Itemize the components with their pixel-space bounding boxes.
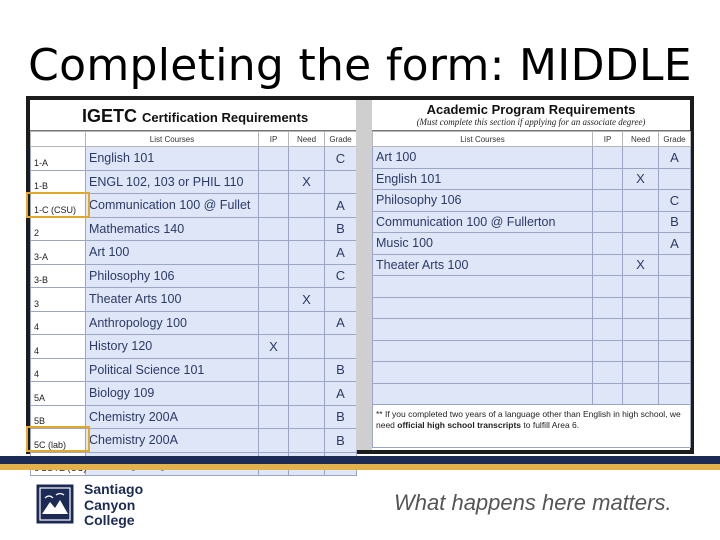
igetc-title [82, 106, 308, 127]
igetc-need [289, 194, 325, 218]
igetc-area-label: 2 [31, 217, 86, 241]
table-row [373, 190, 691, 212]
academic-note-row [373, 405, 691, 448]
igetc-grade: C [325, 264, 357, 288]
academic-ip [593, 319, 623, 341]
igetc-area-label: 4 [31, 335, 86, 359]
igetc-area-label: 3-B [31, 264, 86, 288]
igetc-grade: B [325, 405, 357, 429]
igetc-grade [325, 335, 357, 359]
footer-stripe-navy [0, 456, 720, 464]
igetc-ip [259, 429, 289, 453]
table-row [31, 147, 357, 171]
academic-grade: C [659, 190, 691, 212]
igetc-ip [259, 311, 289, 335]
note-text: ** If you completed two years of a language other than English in high school, we need [376, 409, 681, 430]
college-name-line2: Canyon [84, 496, 136, 513]
academic-need [623, 190, 659, 212]
academic-column-headers [373, 132, 691, 147]
igetc-ip [259, 241, 289, 265]
igetc-column-headers [31, 132, 357, 147]
table-row [31, 335, 357, 359]
academic-ip [593, 211, 623, 233]
igetc-grade [325, 288, 357, 312]
table-row [31, 405, 357, 429]
academic-ip [593, 340, 623, 362]
academic-ip [593, 233, 623, 255]
academic-header-need: Need [623, 132, 659, 147]
igetc-ip [259, 382, 289, 406]
academic-grade [659, 340, 691, 362]
igetc-area-label: 5B [31, 405, 86, 429]
academic-need [623, 233, 659, 255]
igetc-table [30, 131, 357, 476]
table-row [31, 288, 357, 312]
igetc-ip [259, 358, 289, 382]
college-name [84, 482, 143, 529]
igetc-need [289, 217, 325, 241]
note-text-end: to fulfill Area 6. [521, 420, 580, 430]
table-row [31, 264, 357, 288]
table-row [373, 211, 691, 233]
igetc-panel [30, 100, 356, 450]
academic-grade [659, 276, 691, 298]
igetc-grade: A [325, 382, 357, 406]
academic-grade [659, 254, 691, 276]
tagline: What happens here matters. [394, 490, 672, 515]
igetc-course: Philosophy 106 [86, 264, 259, 288]
igetc-area-label: 4 [31, 311, 86, 335]
igetc-header-area [31, 132, 86, 147]
igetc-area-label: 5A [31, 382, 86, 406]
academic-course [373, 383, 593, 405]
academic-need: X [623, 168, 659, 190]
igetc-grade: A [325, 241, 357, 265]
igetc-need [289, 429, 325, 453]
table-row [373, 147, 691, 169]
igetc-need: X [289, 288, 325, 312]
igetc-ip [259, 217, 289, 241]
igetc-need [289, 241, 325, 265]
note-bold-text: official high school transcripts [397, 420, 522, 430]
igetc-need [289, 335, 325, 359]
igetc-header-grade: Grade [325, 132, 357, 147]
academic-ip [593, 254, 623, 276]
academic-need [623, 147, 659, 169]
igetc-title-main: IGETC [82, 106, 138, 126]
academic-course: Theater Arts 100 [373, 254, 593, 276]
igetc-area-label: 3 [31, 288, 86, 312]
college-name-line3: College [84, 512, 135, 528]
igetc-course: ENGL 102, 103 or PHIL 110 [86, 170, 259, 194]
igetc-course: Art 100 [86, 241, 259, 265]
academic-grade [659, 319, 691, 341]
igetc-header-ip: IP [259, 132, 289, 147]
academic-ip [593, 297, 623, 319]
academic-ip [593, 147, 623, 169]
academic-table [372, 131, 691, 448]
academic-need [623, 340, 659, 362]
igetc-need [289, 311, 325, 335]
slide-title: Completing the form: MIDDLE [28, 40, 692, 91]
igetc-grade: A [325, 194, 357, 218]
academic-grade [659, 168, 691, 190]
table-row [373, 383, 691, 405]
igetc-header [30, 100, 356, 131]
igetc-need: X [289, 170, 325, 194]
table-row [31, 217, 357, 241]
academic-grade [659, 297, 691, 319]
academic-need [623, 383, 659, 405]
igetc-title-rest: Certification Requirements [142, 110, 309, 125]
academic-ip [593, 190, 623, 212]
academic-grade: A [659, 147, 691, 169]
igetc-ip: X [259, 335, 289, 359]
igetc-need [289, 358, 325, 382]
igetc-need [289, 264, 325, 288]
academic-grade: A [659, 233, 691, 255]
footer-stripe-gold [0, 464, 720, 470]
igetc-ip [259, 288, 289, 312]
igetc-header-need: Need [289, 132, 325, 147]
igetc-grade [325, 170, 357, 194]
igetc-course: Anthropology 100 [86, 311, 259, 335]
table-row [373, 319, 691, 341]
igetc-need [289, 147, 325, 171]
academic-course [373, 319, 593, 341]
academic-course: Music 100 [373, 233, 593, 255]
igetc-grade: B [325, 429, 357, 453]
table-row [31, 241, 357, 265]
academic-course: Communication 100 @ Fullerton [373, 211, 593, 233]
panel-divider [356, 100, 372, 450]
igetc-header-courses: List Courses [86, 132, 259, 147]
igetc-ip [259, 264, 289, 288]
table-row [373, 254, 691, 276]
table-row [31, 358, 357, 382]
academic-header-courses: List Courses [373, 132, 593, 147]
academic-header-grade: Grade [659, 132, 691, 147]
igetc-area-label: 1-C (CSU) [31, 194, 86, 218]
highlight-1c-csu [26, 192, 90, 218]
academic-need [623, 276, 659, 298]
igetc-ip [259, 170, 289, 194]
igetc-course: English 101 [86, 147, 259, 171]
table-row [373, 362, 691, 384]
academic-ip [593, 383, 623, 405]
igetc-course: Biology 109 [86, 382, 259, 406]
academic-need [623, 211, 659, 233]
academic-need: X [623, 254, 659, 276]
academic-ip [593, 276, 623, 298]
academic-ip [593, 168, 623, 190]
academic-header-ip: IP [593, 132, 623, 147]
igetc-course: Communication 100 @ Fullet [86, 194, 259, 218]
igetc-grade: B [325, 358, 357, 382]
highlight-6-lote [26, 426, 90, 452]
igetc-area-label: 5C (lab) [31, 429, 86, 453]
academic-grade [659, 362, 691, 384]
table-row [373, 340, 691, 362]
igetc-ip [259, 194, 289, 218]
academic-panel [372, 100, 690, 450]
academic-need [623, 319, 659, 341]
igetc-need [289, 382, 325, 406]
table-row [373, 297, 691, 319]
igetc-course: Chemistry 200A [86, 429, 259, 453]
academic-course: English 101 [373, 168, 593, 190]
igetc-grade: C [325, 147, 357, 171]
academic-course [373, 340, 593, 362]
igetc-course: Chemistry 200A [86, 405, 259, 429]
academic-need [623, 362, 659, 384]
igetc-area-label: 4 [31, 358, 86, 382]
igetc-area-label: 1-B [31, 170, 86, 194]
academic-course: Philosophy 106 [373, 190, 593, 212]
academic-subtitle: (Must complete this section if applying for an associate degree) [416, 117, 646, 127]
igetc-need [289, 405, 325, 429]
igetc-ip [259, 147, 289, 171]
igetc-grade: A [325, 311, 357, 335]
academic-grade [659, 383, 691, 405]
table-row [31, 382, 357, 406]
igetc-course: Mathematics 140 [86, 217, 259, 241]
academic-course [373, 297, 593, 319]
requirements-form [26, 96, 694, 454]
academic-course [373, 276, 593, 298]
igetc-area-label: 1-A [31, 147, 86, 171]
academic-header [372, 100, 690, 131]
academic-ip [593, 362, 623, 384]
igetc-grade: B [325, 217, 357, 241]
academic-course: Art 100 [373, 147, 593, 169]
college-name-line1: Santiago [84, 481, 144, 497]
igetc-ip [259, 405, 289, 429]
table-row [373, 276, 691, 298]
igetc-course: History 120 [86, 335, 259, 359]
table-row [373, 168, 691, 190]
igetc-course: Theater Arts 100 [86, 288, 259, 312]
academic-need [623, 297, 659, 319]
table-row [31, 170, 357, 194]
college-logo-icon [36, 484, 74, 524]
academic-course [373, 362, 593, 384]
igetc-area-label: 3-A [31, 241, 86, 265]
table-row [373, 233, 691, 255]
academic-title: Academic Program Requirements [426, 102, 636, 117]
igetc-course: Political Science 101 [86, 358, 259, 382]
table-row [31, 311, 357, 335]
academic-note [373, 405, 691, 448]
academic-grade: B [659, 211, 691, 233]
